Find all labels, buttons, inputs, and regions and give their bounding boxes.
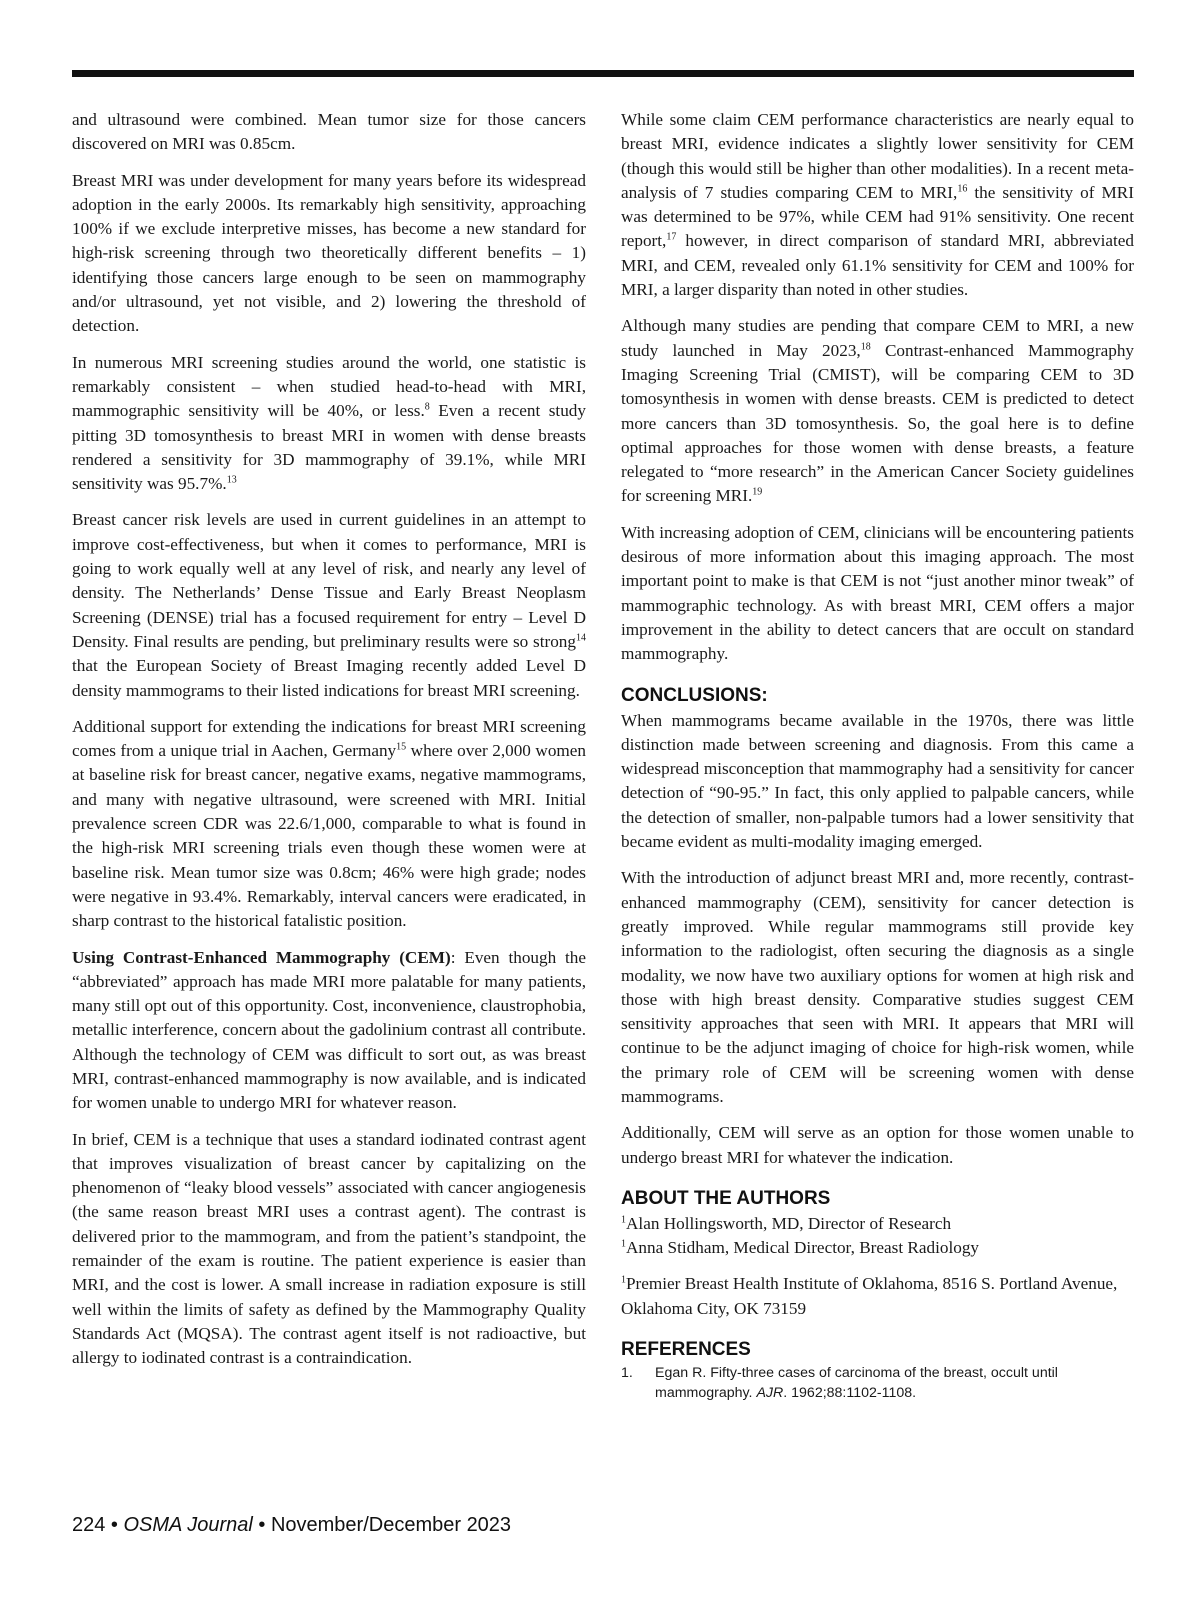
reference-text: Egan R. Fifty-three cases of carcinoma of the breast, occult until mammography. AJR. 1962;88:1102-1108. [655,1365,1058,1402]
citation: 13 [226,474,237,486]
authors-heading: ABOUT THE AUTHORS [621,1187,831,1209]
paragraph: In numerous MRI screening studies around the world, one statistic is remarkably consistent – when studied head-to-head with MRI, mammographic sensitivity will be 40%, or less.$^8$ Even a recent study pitting 3D tomosynthesis to breast MRI in women with dense breasts rendered a sensitivity for 3D mammography of 39.1%, while MRI sensitivity was 95.7%.$^{13}$ [72,352,586,494]
reference-item [621,1363,1134,1403]
paragraph: With increasing adoption of CEM, clinicians will be encountering patients desirous of more information about this imaging approach. The most important point to make is that CEM is not “just another minor tweak” of mammographic technology. As with breast MRI, CEM offers a major improvement in the ability to detect cancers that are occult on standard mammography. [621,522,1134,664]
citation: 8 [424,401,430,413]
author-line: $^1$Anna Stidham, Medical Director, Breast Radiology [621,1238,980,1258]
issue-date: November/December 2023 [270,1514,512,1536]
citation: 18 [860,340,871,352]
paragraph: Breast MRI was under development for many years before its widespread adoption in the early 2000s. Its remarkably high sensitivity, approaching 100% if we exclude interpretive misses, has become a new standard for high-risk screening through two theoretically different benefits – 1) identifying those cancers large enough to be seen on mammography and/or ultrasound, yet not visible, and 2) lowering the threshold of detection. [72,170,586,336]
left-column [72,108,586,1383]
paragraph: Additional support for extending the indications for breast MRI screening comes from a unique trial in Aachen, Germany$^{15}$ where over 2,000 women at baseline risk for breast cancer, negative exams, negative mammograms, and many with negative ultrasound, were screened with MRI. Initial prevalence screen CDR was 22.6/1,000, comparable to what is found in the high-risk MRI screening trials even though these women were at baseline risk. Mean tumor size was 0.8cm; 46% were high grade; nodes were negative in 93.4%. Remarkably, interval cancers were eradicated, in sharp contrast to the historical fatalistic position. [72,716,587,931]
conclusions-heading: CONCLUSIONS: [621,684,768,706]
references-heading: REFERENCES [621,1339,751,1361]
page-footer: 224 • OSMA Journal • November/December 2023 [72,1514,512,1536]
paragraph: In brief, CEM is a technique that uses a standard iodinated contrast agent that improves visualization of breast cancer by capitalizing on the phenomenon of “leaky blood vessels” associated with cancer angiogenesis (the same reason breast MRI uses a contrast agent). The contrast is delivered prior to the mammogram, and from the patient’s standpoint, the remainder of the exam is routine. The patient experience is easier than MRI, and the cost is lower. A small increase in radiation exposure is still well within the limits of safety as defined by the Mammography Quality Standards Act (MQSA). The contrast agent itself is not radioactive, but allergy to iodinated contrast is a contraindication. [72,1129,586,1368]
paragraph: While some claim CEM performance characteristics are nearly equal to breast MRI, evidence indicates a slightly lower sensitivity for CEM (though this would still be higher than other modalities). In a recent meta-analysis of 7 studies comparing CEM to MRI,$^{16}$ the sensitivity of MRI was determined to be 97%, while CEM had 91% sensitivity. One recent report,$^{17}$ however, in direct comparison of standard MRI, abbreviated MRI, and CEM, revealed only 61.1% sensitivity for CEM and 100% for MRI, a larger disparity than noted in other studies. [621,110,1134,300]
run-in-heading: Using Contrast-Enhanced Mammography (CEM) [72,947,451,967]
affiliation: $^1$Premier Breast Health Institute of Oklahoma, 8516 S. Portland Avenue, Oklahoma City, OK 73159 [621,1274,1118,1318]
reference-number: 1. [621,1365,633,1382]
page-number: 224 [72,1514,106,1536]
paragraph: Breast cancer risk levels are used in current guidelines in an attempt to improve cost-effectiveness, but when it comes to performance, MRI is going to work equally well at any level of risk, and nearly any level of density. The Netherlands’ Dense Tissue and Early Breast Neoplasm Screening (DENSE) trial has a focused requirement for entry – Level D Density. Final results are pending, but preliminary results were so strong$^{14}$ that the European Society of Breast Imaging recently added Level D density mammograms to their listed indications for breast MRI screening. [72,510,586,700]
citation: 14 [576,632,586,644]
paragraph: With the introduction of adjunct breast MRI and, more recently, contrast-enhanced mammography (CEM), sensitivity for cancer detection is greatly improved. While regular mammograms still provide key information to the radiologist, often securing the diagnosis as a single modality, we now have two auxiliary options for women at high risk and those with high breast density. Comparative studies suggest CEM sensitivity approaches that seen with MRI. It appears that MRI will continue to be the adjunct imaging of choice for high-risk women, while the primary role of CEM will be screening women with dense mammograms. [621,868,1134,1106]
paragraph: Although many studies are pending that compare CEM to MRI, a new study launched in May 2023,18 Contrast-enhanced Mammography Imaging Screening Trial (CMIST), will be comparing CEM to 3D tomosynthesis in women with dense breasts. CEM is predicted to detect more cancers than 3D tomosynthesis. So, the goal here is to define optimal approaches for those women with dense breasts, a feature relegated to “more research” in the American Cancer Society guidelines for screening MRI.$^{19}$ [621,316,1135,506]
top-rule [72,70,1134,77]
paragraph: Using Contrast-Enhanced Mammography (CEM): Even though the “abbreviated” approach has made MRI more palatable for many patients, many still opt out of this opportunity. Cost, inconvenience, claustrophobia, metallic interference, concern about the gadolinium contrast all contribute. Although the technology of CEM was difficult to sort out, as was breast MRI, contrast-enhanced mammography is now available, and is indicated for women unable to undergo MRI for whatever reason. [72,947,586,1113]
citation: 19 [752,486,763,498]
right-column [621,108,1134,1403]
journal-name: OSMA Journal [123,1514,253,1536]
paragraph: When mammograms became available in the 1970s, there was little distinction made between screening and diagnosis. From this came a widespread misconception that mammography had a sensitivity for cancer detection of “90-95.” In fact, this only applied to palpable cancers, while the detection of smaller, non-palpable tumors had a lower sensitivity that became evident as multi-modality imaging emerged. [621,710,1134,852]
author-line: $^1$Alan Hollingsworth, MD, Director of Research [621,1213,952,1233]
authors-list [621,1212,1134,1321]
citation: 17 [666,231,677,243]
citation: 15 [396,741,407,753]
paragraph: and ultrasound were combined. Mean tumor size for those cancers discovered on MRI was 0.85cm. [72,110,586,154]
citation: 16 [957,183,968,195]
paragraph: Additionally, CEM will serve as an option for those women unable to undergo breast MRI for whatever the indication. [621,1123,1134,1167]
